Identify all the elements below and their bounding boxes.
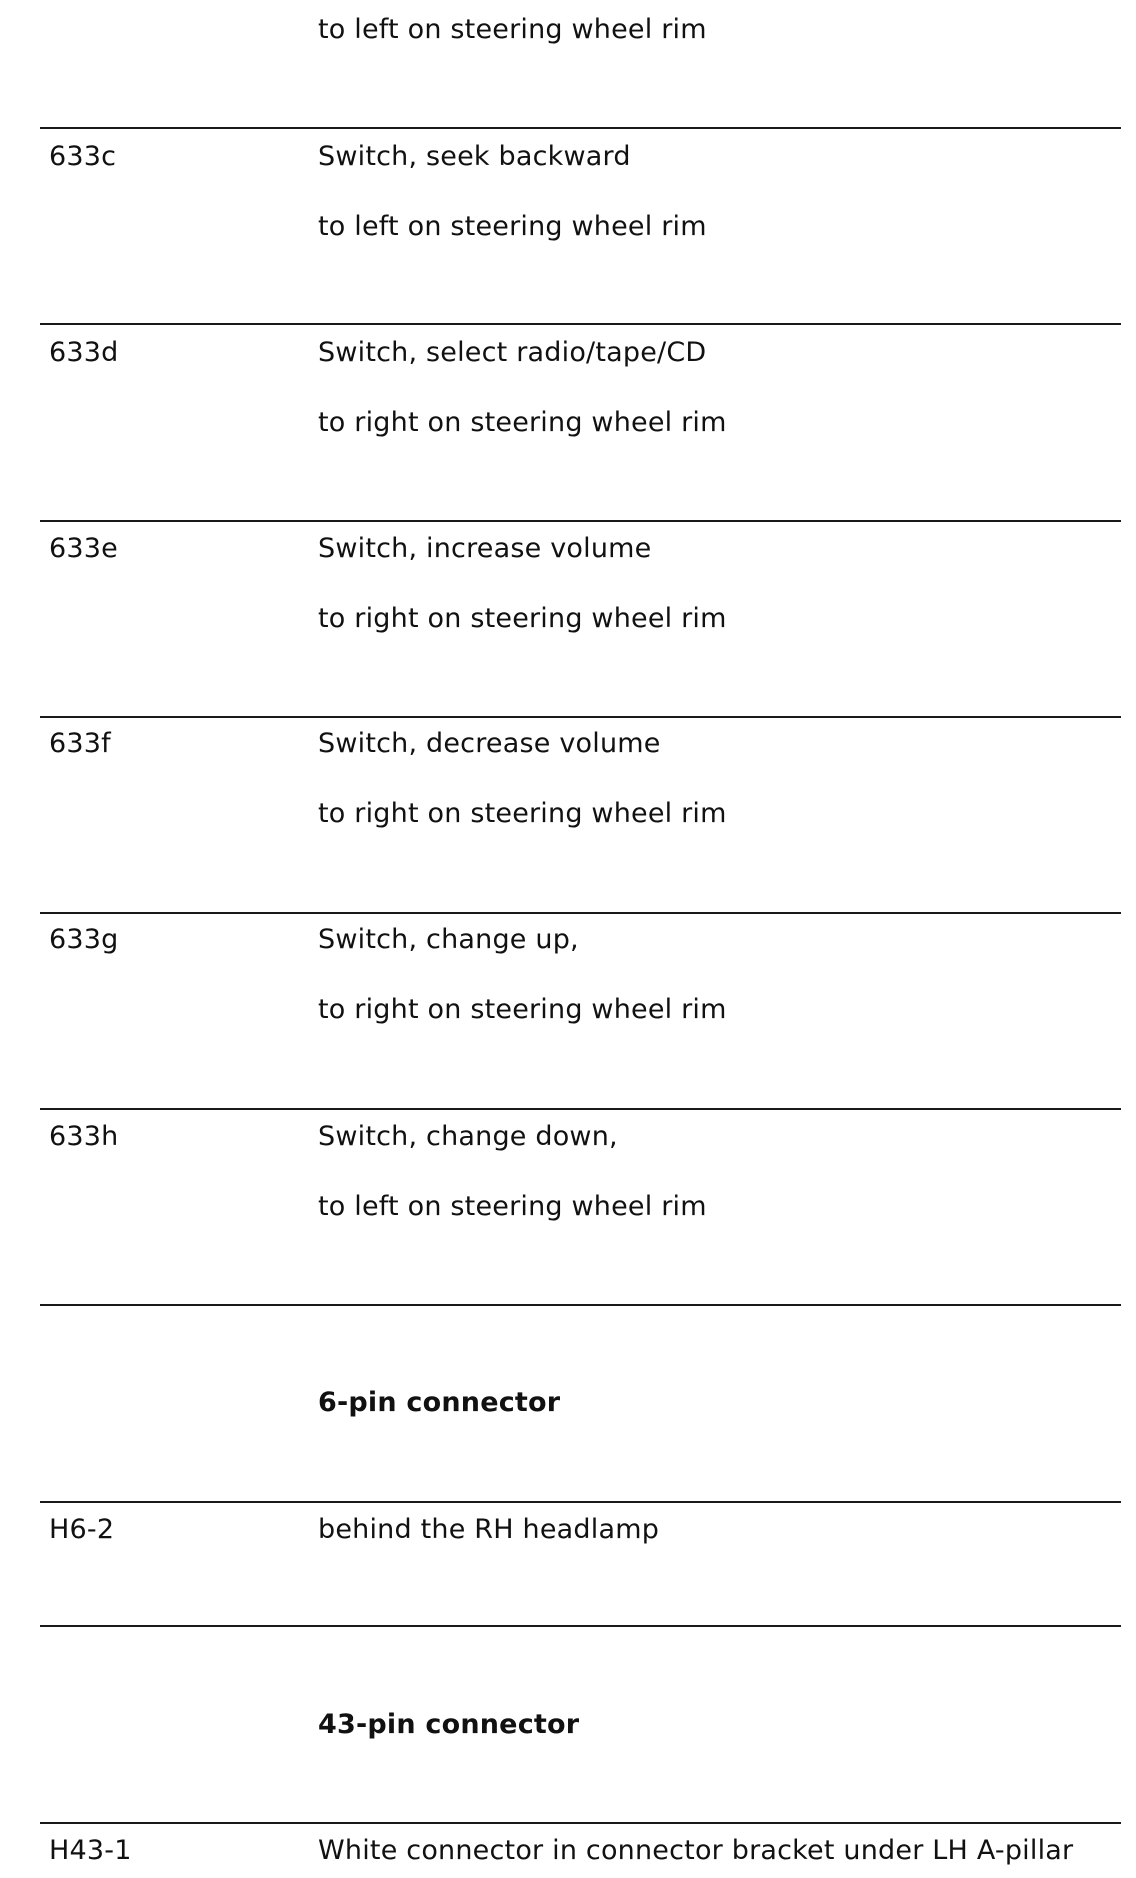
component-code: 633c: [49, 141, 117, 172]
connector-location: White connector in connector bracket under LH A-pillar: [318, 1835, 1074, 1866]
row-divider: [40, 912, 1121, 914]
component-code: 633h: [49, 1121, 119, 1152]
component-title: Switch, seek backward: [318, 141, 631, 172]
section-heading: 6-pin connector: [318, 1387, 561, 1418]
row-divider: [40, 1625, 1121, 1627]
component-location: to left on steering wheel rim: [318, 211, 707, 242]
row-divider: [40, 716, 1121, 718]
component-code: 633e: [49, 533, 118, 564]
row-divider: [40, 1108, 1121, 1110]
component-location: to right on steering wheel rim: [318, 603, 727, 634]
component-code: 633d: [49, 337, 119, 368]
component-title: Switch, decrease volume: [318, 728, 661, 759]
connector-code: H6-2: [49, 1514, 115, 1545]
component-location: to right on steering wheel rim: [318, 407, 727, 438]
section-heading: 43-pin connector: [318, 1709, 580, 1740]
component-location: to right on steering wheel rim: [318, 798, 727, 829]
component-title: Switch, change up,: [318, 924, 579, 955]
connector-location: behind the RH headlamp: [318, 1514, 660, 1545]
component-code: 633g: [49, 924, 119, 955]
entry-continuation: to left on steering wheel rim: [318, 14, 707, 45]
row-divider: [40, 127, 1121, 129]
component-location: to left on steering wheel rim: [318, 1191, 707, 1222]
component-location: to right on steering wheel rim: [318, 994, 727, 1025]
component-title: Switch, change down,: [318, 1121, 618, 1152]
row-divider: [40, 1501, 1121, 1503]
row-divider: [40, 1304, 1121, 1306]
component-title: Switch, select radio/tape/CD: [318, 337, 707, 368]
row-divider: [40, 1822, 1121, 1824]
row-divider: [40, 323, 1121, 325]
component-title: Switch, increase volume: [318, 533, 652, 564]
row-divider: [40, 520, 1121, 522]
connector-code: H43-1: [49, 1835, 132, 1866]
component-code: 633f: [49, 728, 111, 759]
